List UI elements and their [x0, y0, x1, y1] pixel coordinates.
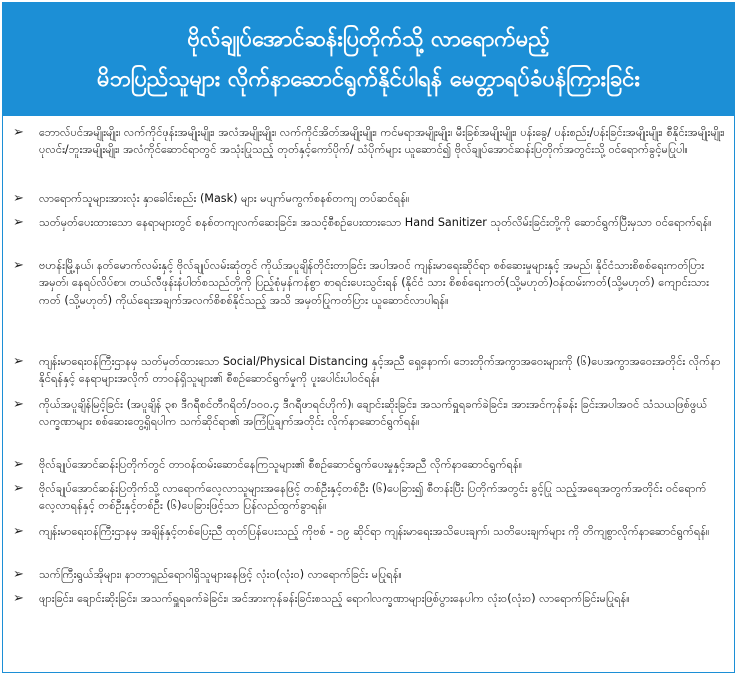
list-item-text: ဗိုလ်ချုပ်အောင်ဆန်းပြတိုက်သို့ လာရောက်လေ့လာသူများအနေဖြင့် တစ်ဦးနှင့်တစ်ဦး (၆)ပေခြား၍ စီတန်းပြီး ပြတိုက်အတွင်း ခွင့်ပြု သည့်အရေအတွက်အတိုင်း ဝင်ရောက်လေ့လာရန်နှင့် တစ်ဦးနှင့်တစ်ဦး (၆)ပေခြားဖြင့်သာ ပြန်လည်ထွက်ခွာရန်။ — [39, 482, 707, 513]
arrow-bullet-icon: ➢ — [13, 481, 24, 496]
arrow-bullet-icon: ➢ — [13, 591, 24, 606]
arrow-bullet-icon: ➢ — [13, 567, 24, 582]
notice-frame — [2, 2, 735, 673]
arrow-bullet-icon: ➢ — [13, 457, 24, 472]
list-item-text: လာရောက်သူများအားလုံး နှာခေါင်းစည်း (Mask) များ မပျက်မကွက်စနစ်တကျ တပ်ဆင်ရန်။ — [39, 192, 410, 205]
arrow-bullet-icon: ➢ — [13, 191, 24, 206]
list-item — [13, 190, 726, 214]
list-item-text: ကျန်းမာရေးဝန်ကြီးဌာနမှ သတ်မှတ်ထားသော Social/Physical Distancing နှင့်အညီ ရှေ့နောက်၊ ဘေးတိုက်အကွာအဝေးများကို (၆)ပေအကွာအဝေးအတိုင်း လိုက်နာနိုင်ရန်နှင့် နေရာများအလိုက် တာဝန်ရှိသူများ၏ စီစဉ်ဆောင်ရွက်မှုကို ပူးပေါင်းပါဝင်ရန်။ — [39, 355, 721, 386]
arrow-bullet-icon: ➢ — [13, 125, 24, 140]
list-item-text: ဗဟန်းမြို့နယ်၊ နတ်မောက်လမ်းနှင့် ဗိုလ်ချုပ်လမ်းဆုံတွင် ကိုယ်အပူချိန်တိုင်းတာခြင်း အပါအဝင် ကျန်းမာရေးဆိုင်ရာ စစ်ဆေးမှုများနှင့် အမည်၊ နိုင်ငံသားစိစစ်ရေးကတ်ပြားအမှတ်၊ နေရပ်လိပ်စာ၊ တယ်လီဖုန်းနံပါတ်စသည်တို့ကို ပြည့်စုံမှန်ကန်စွာ စာရင်းပေးသွင်းရန် (နိုင်ငံ သား စိစစ်ရေးကတ်(သို့မဟုတ်)ဝန်ထမ်းကတ်(သို့မဟုတ်) ကျောင်းသားကတ် (သို့မဟုတ်) ကိုယ်ရေးအချက်အလက်စိစစ်နိုင်သည့် အသိ အမှတ်ပြုကတ်ပြား ယူဆောင်လာပါရန်။ — [39, 259, 709, 307]
list-item — [13, 257, 726, 353]
title-line-1: ဗိုလ်ချုပ်အောင်ဆန်းပြတိုက်သို့ လာရောက်မည့် — [187, 26, 550, 52]
arrow-bullet-icon: ➢ — [13, 215, 24, 230]
list-item — [13, 214, 726, 257]
arrow-bullet-icon: ➢ — [13, 397, 24, 412]
list-item-text: သတ်မှတ်ပေးထားသော နေရာများတွင် စနစ်တကျလက်ဆေးခြင်း၊ အသင့်စီစဉ်ပေးထားသော Hand Sanitizer သုတ်လိမ်းခြင်းတို့ကို ဆောင်ရွက်ပြီးမှသာ ဝင်ရောက်ရန်။ — [39, 216, 712, 229]
list-item — [13, 523, 726, 566]
list-item — [13, 566, 726, 590]
list-item — [13, 456, 726, 480]
arrow-bullet-icon: ➢ — [13, 524, 24, 539]
arrow-bullet-icon: ➢ — [13, 354, 24, 369]
list-item-text: ကျန်းမာရေးဝန်ကြီးဌာနမှ အချိန်နှင့်တစ်ပြေးညီ ထုတ်ပြန်ပေးသည့် ကိုဗစ် - ၁၉ ဆိုင်ရာ ကျန်းမာရေးအသိပေးချက်၊ သတိပေးချက်များ ကို တိကျစွာလိုက်နာဆောင်ရွက်ရန်။ — [39, 525, 710, 538]
title-line-2: မိဘပြည်သူများ လိုက်နာဆောင်ရွက်နိုင်ပါရန် မေတ္တာရပ်ခံပန်ကြားခြင်း — [97, 66, 640, 92]
title-banner — [3, 3, 734, 116]
list-item-text: သက်ကြီးရွယ်အိုများ၊ နာတာရှည်ရောဂါရှိသူများနေဖြင့် လုံးဝ(လုံးဝ) လာရောက်ခြင်း မပြုရန်။ — [39, 568, 402, 581]
list-item — [13, 353, 726, 396]
list-item-text: ဖျားခြင်း၊ ချောင်းဆိုးခြင်း၊ အသက်ရှူရခက်ခဲခြင်း၊ အင်အားကုန်ခန်းခြင်းစသည့် ရောဂါလက္ခဏာများဖြစ်ပွားနေပါက လုံးဝ(လုံးဝ) လာရောက်ခြင်းမပြုရန်။ — [39, 592, 630, 605]
list-item — [13, 396, 726, 456]
list-item-text: ကိုယ်အပူချိန်မြင့်ခြင်း (အပူချိန် ၃၈ ဒီဂရီစင်တီဂရိတ်/၁၀၀.၄ ဒီဂရီဖာရင်ဟိုက်)၊ ချောင်းဆိုးခြင်း၊ အသက်ရှူရခက်ခဲခြင်း၊ အားအင်ကုန်ခန်း ခြင်းအပါအဝင် သံသယဖြစ်ဖွယ်လက္ခဏာများ စစ်ဆေးတွေ့ရှိရပါက သက်ဆိုင်ရာ၏ အကြံပြုချက်အတိုင်း လိုက်နာဆောင်ရွက်ရန်။ — [39, 398, 708, 429]
list-item-text: ဘောလ်ပင်အမျိုးမျိုး၊ လက်ကိုင်ဖုန်းအမျိုးမျိုး၊ အလံအမျိုးမျိုး၊ လက်ကိုင်အိတ်အမျိုးမျိုး၊ ကင်မရာအမျိုးမျိုး၊ မီးခြစ်အမျိုးမျိုး၊ ပန်းခွေ/ ပန်းစည်း/ပန်းခြင်းအမျိုးမျိုး၊ စီနိုင်းအမျိုးမျိုး၊ ပုလင်း/ဘူးအမျိုးမျိုး၊ အလံကိုင်ဆောင်ရာတွင် အသုံးပြုသည့် တုတ်နှင့်ကော်ပိုက်/ သံပိုက်များ ယူဆောင်၍ ဗိုလ်ချုပ်အောင်ဆန်းပြတိုက်အတွင်းသို့ ဝင်ရောက်ခွင့်မပြုပါ။ — [39, 126, 725, 157]
list-item-text: ဗိုလ်ချုပ်အောင်ဆန်းပြတိုက်တွင် တာဝန်ထမ်းဆောင်နေကြသူများ၏ စီစဉ်ဆောင်ရွက်ပေးမှုနှင့်အညီ လိုက်နာဆောင်ရွက်ရန်။ — [39, 458, 523, 471]
list-item — [13, 124, 726, 190]
list-item — [13, 590, 726, 633]
guideline-list — [3, 124, 734, 633]
list-item — [13, 480, 726, 523]
arrow-bullet-icon: ➢ — [13, 258, 24, 273]
